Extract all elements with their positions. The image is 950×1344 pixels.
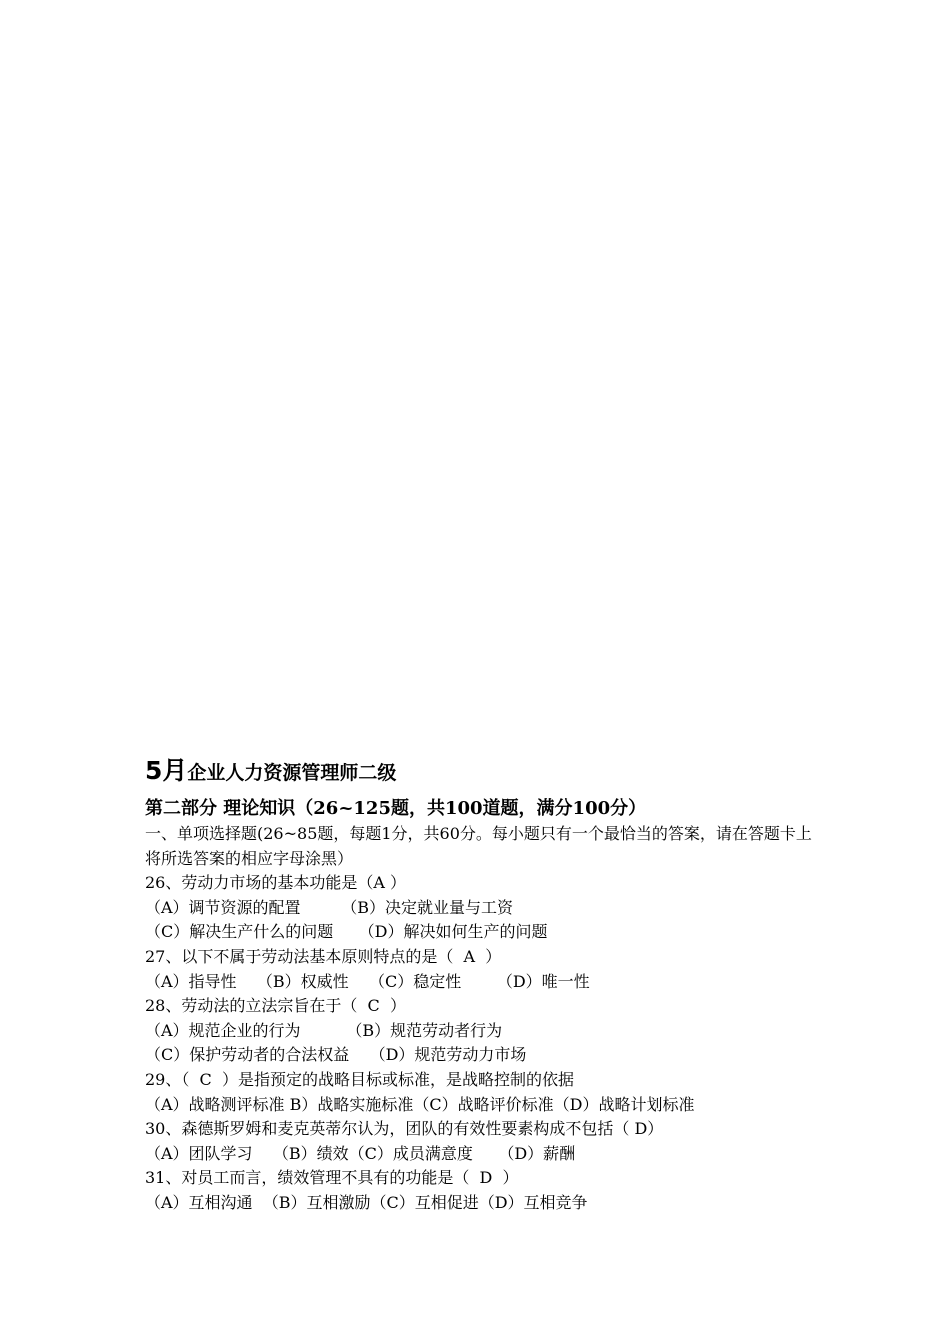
question-28-options-cd: （C）保护劳动者的合法权益 （D）规范劳动力市场 — [145, 1045, 527, 1065]
question-26-options-cd: （C）解决生产什么的问题 （D）解决如何生产的问题 — [145, 922, 548, 942]
question-27: 27、以下不属于劳动法基本原则特点的是（ A ） — [145, 946, 502, 966]
question-30: 30、森德斯罗姆和麦克英蒂尔认为，团队的有效性要素构成不包括（ D） — [145, 1119, 664, 1139]
instructions: 一、单项选择题(26~85题，每题1分，共60分。每小题只有一个最恰当的答案，请在答题卡上将所选答案的相应字母涂黑） — [145, 824, 812, 868]
question-31: 31、对员工而言，绩效管理不具有的功能是（ D ） — [145, 1168, 519, 1188]
section-heading: 第二部分 理论知识（26~125题，共100道题，满分100分） — [145, 798, 647, 819]
question-26-options-ab: （A）调节资源的配置 （B）决定就业量与工资 — [145, 897, 514, 917]
title-text: 企业人力资源管理师二级 — [187, 762, 397, 784]
question-28: 28、劳动法的立法宗旨在于（ C ） — [145, 996, 406, 1016]
question-29-options: （A）战略测评标准 B）战略实施标准（C）战略评价标准（D）战略计划标准 — [145, 1094, 695, 1114]
question-26: 26、劳动力市场的基本功能是（A ） — [145, 873, 407, 893]
question-30-options: （A）团队学习 （B）绩效（C）成员满意度 （D）薪酬 — [145, 1143, 576, 1163]
document-title — [145, 756, 825, 788]
question-29: 29、（ C ）是指预定的战略目标或标准，是战略控制的依据 — [145, 1069, 574, 1089]
question-27-options: （A）指导性 （B）权威性 （C）稳定性 （D）唯一性 — [145, 971, 590, 991]
question-28-options-ab: （A）规范企业的行为 （B）规范劳动者行为 — [145, 1020, 503, 1040]
question-31-options: （A）互相沟通 （B）互相激励（C）互相促进（D）互相竞争 — [145, 1192, 588, 1212]
title-month: 5月 — [145, 756, 188, 785]
exam-content — [145, 756, 825, 1216]
